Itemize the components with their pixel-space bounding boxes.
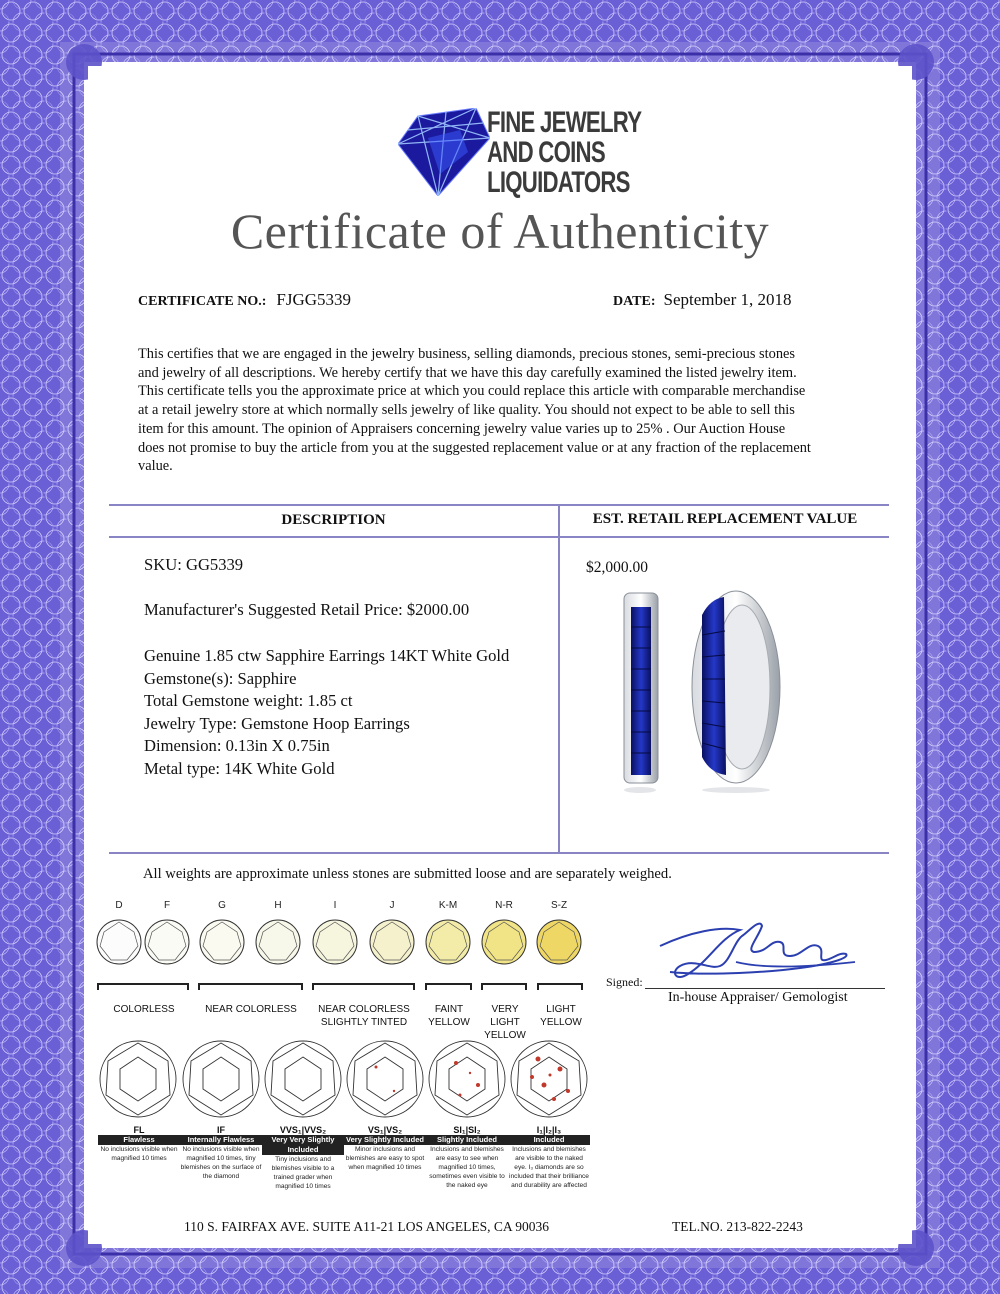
clarity-grade: VVS₁|VVS₂ Very Very Slightly Included Tiny inclusions and blemishes visible to a trained grader when magnified 10 times: [262, 1125, 344, 1191]
diamond-icon: [183, 1041, 259, 1117]
table-column-divider: [558, 504, 560, 853]
signature-line: [645, 988, 885, 989]
color-grade: J: [389, 900, 395, 911]
brand-line: AND COINS: [487, 136, 605, 169]
clarity-grade: FL Flawless No inclusions visible when magnified 10 times: [98, 1125, 180, 1163]
clarity-grade: SI₁|SI₂ Slightly Included Inclusions and blemishes are easy to see when magnified 10 times, sometimes even visible to the naked eye: [426, 1125, 508, 1190]
color-grade: D: [115, 900, 123, 911]
diamond-icon: [145, 920, 189, 964]
color-category: COLORLESS: [113, 1004, 175, 1015]
color-grade: F: [163, 900, 171, 911]
clarity-grade: VS₁|VS₂ Very Slightly Included Minor inclusions and blemishes are easy to spot when magnified 10 times: [345, 1125, 425, 1171]
color-category: LIGHT YELLOW: [540, 1004, 582, 1028]
table-bottom-rule: [109, 852, 889, 854]
clarity-diamonds: [98, 1033, 592, 1125]
clarity-grade: IF Internally Flawless No inclusions visible when magnified 10 times, tiny blemishes on the surface of the diamond: [180, 1125, 262, 1180]
detail-line: Genuine 1.85 ctw Sapphire Earrings 14KT White Gold: [144, 646, 510, 665]
detail-line: Metal type: 14K White Gold: [144, 758, 335, 778]
intro-line: value.: [138, 458, 173, 475]
color-grade: K-M: [438, 900, 458, 911]
table-top-rule: [109, 504, 889, 506]
color-grade: N-R: [495, 900, 513, 911]
earrings-image: [618, 585, 788, 795]
diamond-icon: [200, 920, 244, 964]
color-grade-letters: [99, 900, 589, 914]
brand-line: FINE JEWELRY: [487, 106, 642, 139]
date-value: September 1, 2018: [663, 290, 792, 309]
diamond-icon: [482, 920, 526, 964]
intro-line: This certificate tells you the approximate price at which you could replace this article with comparable merchandise: [138, 383, 806, 400]
date-row: [613, 290, 791, 310]
color-category: VERY LIGHT YELLOW: [484, 1004, 526, 1041]
replacement-value: $2,000.00: [586, 559, 648, 576]
gem-logo-icon: [398, 108, 490, 196]
color-grade: G: [218, 900, 226, 911]
item-details: [144, 645, 509, 780]
diamond-icon: [97, 920, 141, 964]
diamond-icon: [511, 1041, 587, 1117]
sku: SKU: GG5339: [144, 555, 244, 574]
footer-telephone: TEL.NO. 213-822-2243: [672, 1219, 803, 1234]
diamond-icon: [100, 1041, 176, 1117]
color-category: NEAR COLORLESS: [205, 1004, 297, 1015]
clarity-grade: I₁|I₂|I₃ Included Inclusions and blemishes are visible to the naked eye. I₃ diamonds are so included that their brilliance and durability are affected: [509, 1125, 589, 1189]
clarity-scale: [98, 1125, 592, 1215]
detail-line: Jewelry Type: Gemstone Hoop Earrings: [144, 713, 410, 733]
certificate-title: Certificate of Authenticity: [230, 203, 770, 259]
description-header: DESCRIPTION: [281, 512, 386, 528]
weights-note: All weights are approximate unless stones are submitted loose and are separately weighed.: [143, 866, 672, 882]
appraiser-role: In-house Appraiser/ Gemologist: [668, 990, 848, 1005]
intro-line: at a retail jewelry store at which normally sells jewelry of like quality. You should not expect to be able to sell this: [138, 402, 795, 419]
detail-line: Gemstone(s): Sapphire: [144, 668, 297, 688]
diamond-icon: [347, 1041, 423, 1117]
certificate-number-row: [138, 290, 351, 310]
color-grade: S-Z: [550, 900, 568, 911]
msrp: Manufacturer's Suggested Retail Price: $2000.00: [144, 600, 470, 619]
detail-line: Dimension: 0.13in X 0.75in: [144, 736, 330, 755]
diamond-icon: [370, 920, 414, 964]
diamond-icon: [429, 1041, 505, 1117]
color-categories: [92, 1003, 592, 1041]
table-header-rule: [109, 536, 889, 538]
certificate-number: FJGG5339: [276, 290, 351, 309]
diamond-icon: [426, 920, 470, 964]
color-category: NEAR COLORLESS SLIGHTLY TINTED: [318, 1004, 410, 1028]
certificate-number-label: CERTIFICATE NO.:: [138, 294, 267, 309]
color-scale-diamonds: [92, 918, 592, 998]
signed-label: Signed:: [606, 975, 643, 989]
diamond-icon: [537, 920, 581, 964]
intro-line: item for this amount. The opinion of Appraisers concerning jewelry value varies up to 25% . Our Auction House: [138, 420, 786, 437]
diamond-icon: [265, 1041, 341, 1117]
brand-line: LIQUIDATORS: [487, 166, 630, 199]
detail-line: Total Gemstone weight: 1.85 ct: [144, 691, 353, 710]
value-header: EST. RETAIL REPLACEMENT VALUE: [592, 511, 858, 527]
intro-line: does not promise to buy the article from you at the suggested replacement value or at any fraction of the replacement: [138, 439, 811, 456]
diamond-icon: [256, 920, 300, 964]
color-grade: H: [274, 900, 282, 911]
footer-address: 110 S. FAIRFAX AVE. SUITE A11-21 LOS ANGELES, CA 90036: [184, 1219, 550, 1234]
color-grade: I: [333, 900, 337, 911]
intro-paragraph: [138, 345, 878, 476]
intro-line: This certifies that we are engaged in the jewelry business, selling diamonds, precious stones, semi-precious stones: [138, 346, 796, 362]
diamond-icon: [313, 920, 357, 964]
color-category: FAINT YELLOW: [428, 1004, 470, 1028]
intro-line: and jewelry of all descriptions. We hereby certify that we have this day carefully examined the listed jewelry item.: [138, 364, 797, 381]
brand-wordmark: [487, 108, 641, 198]
handwritten-signature: [650, 912, 870, 992]
date-label: DATE:: [613, 294, 656, 309]
